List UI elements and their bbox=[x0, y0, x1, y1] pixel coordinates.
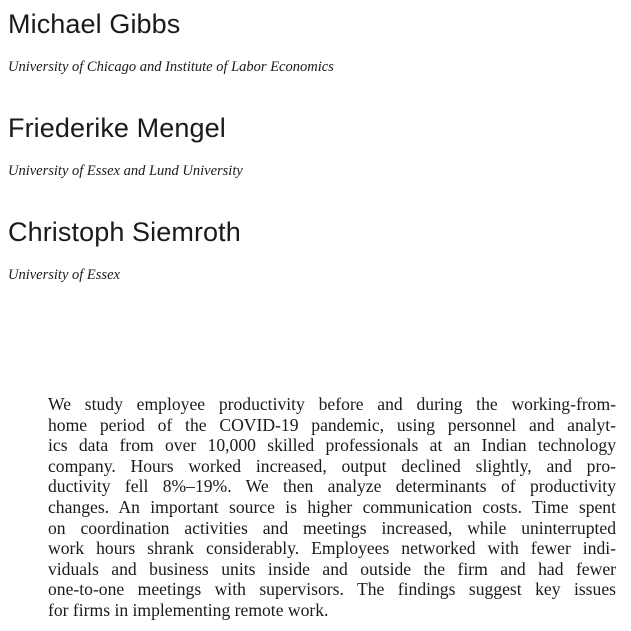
abstract bbox=[48, 394, 616, 621]
abstract-line: work hours shrank considerably. Employees networked with fewer indi- bbox=[48, 538, 616, 559]
abstract-line: ductivity fell 8%–19%. We then analyze determinants of productivity bbox=[48, 476, 616, 497]
author-affiliation: University of Essex and Lund University bbox=[8, 163, 243, 179]
abstract-line: for firms in implementing remote work. bbox=[48, 599, 329, 620]
author-name: Michael Gibbs bbox=[8, 9, 181, 39]
author-affiliation: University of Chicago and Institute of Labor Economics bbox=[8, 59, 334, 75]
author-name: Christoph Siemroth bbox=[8, 217, 241, 247]
author-name: Friederike Mengel bbox=[8, 113, 226, 143]
abstract-line: company. Hours worked increased, output declined slightly, and pro- bbox=[48, 455, 616, 476]
abstract-line: ics data from over 10,000 skilled professionals at an Indian technology bbox=[48, 435, 616, 456]
abstract-line: on coordination activities and meetings increased, while uninterrupted bbox=[48, 517, 616, 538]
author-affiliation: University of Essex bbox=[8, 267, 120, 283]
abstract-line: viduals and business units inside and outside the firm and had fewer bbox=[48, 558, 616, 579]
author-block bbox=[8, 216, 608, 283]
abstract-line: one-to-one meetings with supervisors. The findings suggest key issues bbox=[48, 579, 616, 600]
author-block bbox=[8, 112, 608, 179]
abstract-line: home period of the COVID-19 pandemic, using personnel and analyt- bbox=[48, 414, 616, 435]
author-block bbox=[8, 8, 608, 75]
abstract-line: We study employee productivity before and during the working-from- bbox=[48, 394, 616, 414]
abstract-line: changes. An important source is higher communication costs. Time spent bbox=[48, 496, 616, 517]
